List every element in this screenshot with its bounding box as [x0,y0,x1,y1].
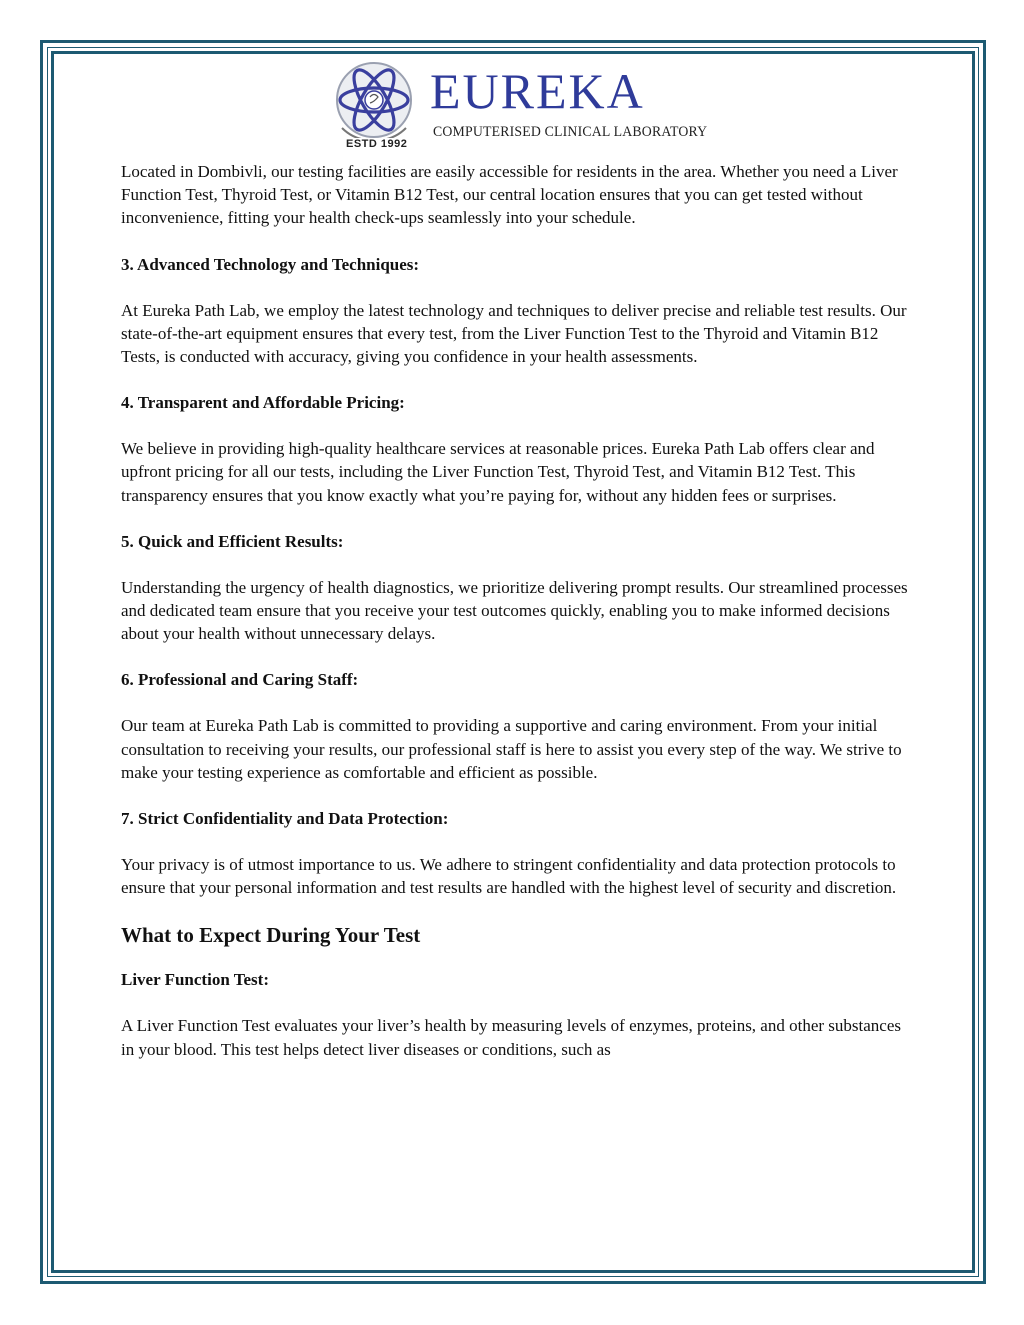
section-heading-results: 5. Quick and Efficient Results: [121,531,344,551]
liver-test-body: A Liver Function Test evaluates your liver’s health by measuring levels of enzymes, proteins, and other substances in your blood. This test helps detect liver diseases or conditions, such as [121,1016,901,1059]
brand-name: EUREKA [430,63,645,119]
expect-title: What to Expect During Your Test [121,923,421,948]
section-body-pricing: We believe in providing high-quality healthcare services at reasonable prices. Eureka Path Lab offers clear and upfront pricing for all our tests, including the Liver Function Test, Thyroid Test, and Vitamin B12 Test. This transparency ensures that you know exactly what you’re paying for, without any hidden fees or surprises. [121,439,875,505]
section-heading-confidentiality: 7. Strict Confidentiality and Data Protection: [121,809,449,829]
section-body-confidentiality: Your privacy is of utmost importance to us. We adhere to stringent confidentiality and data protection protocols to ensure that your personal information and test results are handled with the highest level of security and discretion. [121,855,897,898]
section-heading-technology: 3. Advanced Technology and Techniques: [121,254,420,274]
section-body-staff: Our team at Eureka Path Lab is committed to providing a supportive and caring environment. From your initial consultation to receiving your results, our professional staff is here to assist you every step of the way. We strive to make your testing experience as comfortable and efficient as possible. [121,716,902,782]
section-heading-pricing: 4. Transparent and Affordable Pricing: [121,393,405,413]
section-heading-staff: 6. Professional and Caring Staff: [121,670,359,690]
eureka-logo [330,60,710,152]
section-body-technology: At Eureka Path Lab, we employ the latest technology and techniques to deliver precise and reliable test results. Our state-of-the-art equipment ensures that every test, from the Liver Function Test to the Thyroid and Vitamin B12 Tests, is conducted with accuracy, giving you confidence in your health assessments. [121,300,907,367]
established-year: ESTD 1992 [346,138,408,150]
liver-test-heading: Liver Function Test: [121,970,269,990]
brand-tagline: COMPUTERISED CLINICAL LABORATORY [433,124,708,140]
intro-paragraph: Located in Dombivli, our testing facilities are easily accessible for residents in the area. Whether you need a Liver Function Test, Thyroid Test, or Vitamin B12 Test, our central location ensures that you can get tested without inconvenience, fitting your health check-ups seamlessly into your schedule. [121,162,898,228]
section-body-results: Understanding the urgency of health diagnostics, we prioritize delivering prompt results. Our streamlined processes and dedicated team ensure that you receive your test outcomes quickly, enabling you to make informed decisions about your health without unnecessary delays. [121,577,908,644]
document-body [121,160,911,1084]
